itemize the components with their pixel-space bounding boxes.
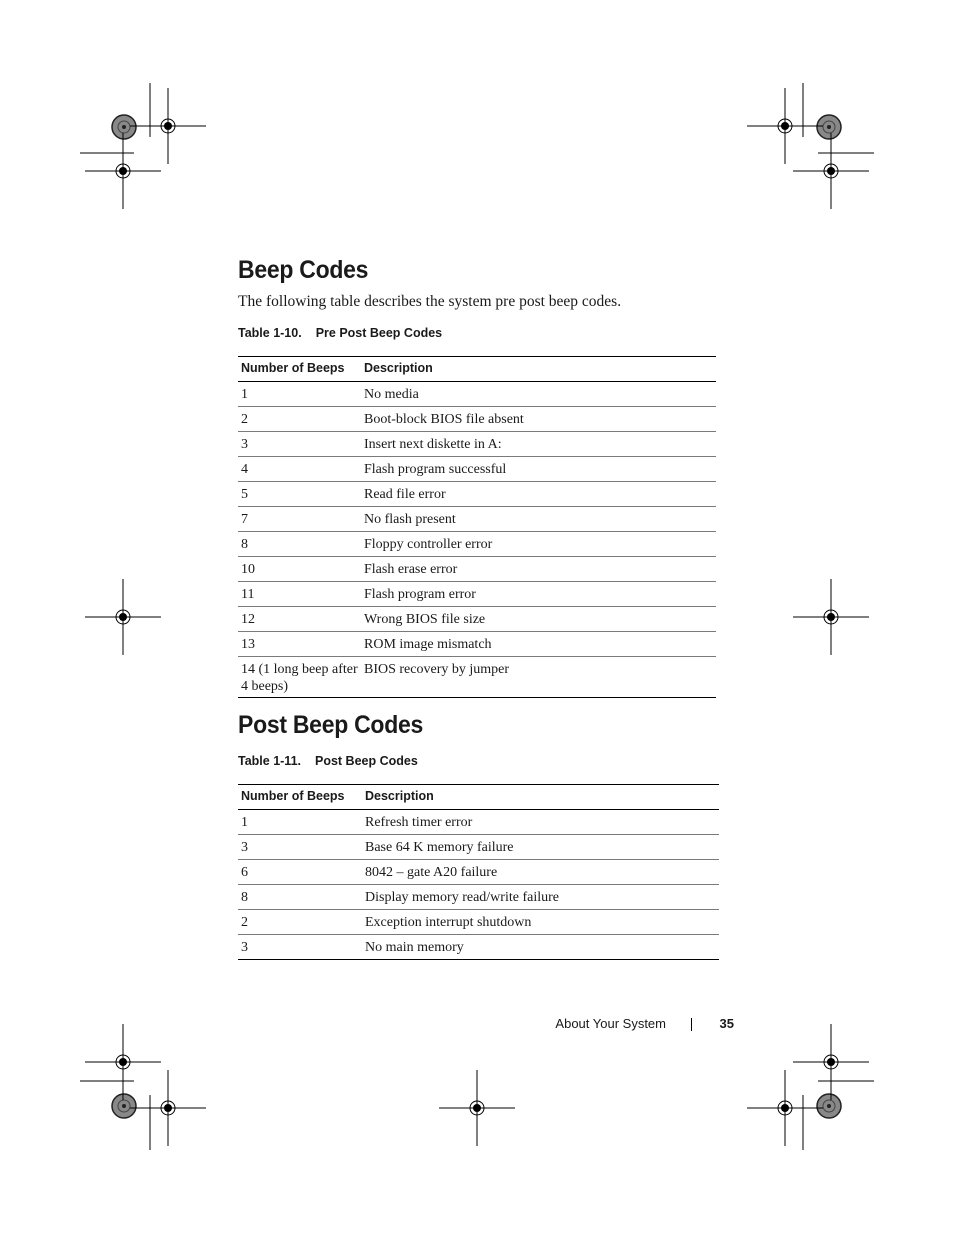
description-cell: Exception interrupt shutdown [362, 910, 719, 935]
description-cell: No media [361, 382, 716, 407]
page-content [238, 256, 738, 960]
table-title: Pre Post Beep Codes [315, 326, 443, 340]
table-caption-2 [238, 754, 738, 768]
column-header: Description [361, 357, 716, 382]
description-cell: 8042 – gate A20 failure [362, 860, 719, 885]
beep-count-cell: 11 [238, 582, 361, 607]
description-cell: Floppy controller error [361, 532, 716, 557]
beep-count-cell: 4 [238, 457, 361, 482]
beep-count-cell: 3 [238, 935, 362, 960]
table-row [238, 860, 719, 885]
table-row [238, 407, 716, 432]
column-header: Number of Beeps [238, 357, 361, 382]
post-beep-table [238, 784, 719, 960]
beep-count-cell: 6 [238, 860, 362, 885]
section-title-beep-codes: Beep Codes [238, 256, 369, 284]
beep-count-cell: 13 [238, 632, 361, 657]
table-row [238, 557, 716, 582]
table-row [238, 935, 719, 960]
table-row [238, 607, 716, 632]
beep-count-cell: 2 [238, 407, 361, 432]
beep-count-cell: 3 [238, 432, 361, 457]
description-cell: Base 64 K memory failure [362, 835, 719, 860]
beep-count-cell: 1 [238, 810, 362, 835]
description-cell: ROM image mismatch [361, 632, 716, 657]
beep-count-cell: 5 [238, 482, 361, 507]
description-cell: BIOS recovery by jumper [361, 657, 716, 698]
table-row [238, 582, 716, 607]
description-cell: Refresh timer error [362, 810, 719, 835]
table-row [238, 482, 716, 507]
table-label: Table 1-11. [238, 754, 301, 768]
table-label: Table 1-10. [238, 326, 302, 340]
description-cell: Flash program error [361, 582, 716, 607]
beep-count-cell: 7 [238, 507, 361, 532]
beep-count-cell: 1 [238, 382, 361, 407]
beep-count-cell: 14 (1 long beep after 4 beeps) [238, 657, 361, 698]
column-header: Description [362, 785, 719, 810]
description-cell: Display memory read/write failure [362, 885, 719, 910]
table-row [238, 910, 719, 935]
footer-section-name: About Your System [555, 1016, 666, 1031]
table-row [238, 657, 716, 698]
description-cell: Insert next diskette in A: [361, 432, 716, 457]
intro-paragraph: The following table describes the system pre post beep codes. [238, 293, 622, 310]
description-cell: No flash present [361, 507, 716, 532]
column-header: Number of Beeps [238, 785, 362, 810]
beep-count-cell: 3 [238, 835, 362, 860]
table-row [238, 532, 716, 557]
beep-count-cell: 8 [238, 885, 362, 910]
table-row [238, 632, 716, 657]
beep-count-cell: 8 [238, 532, 361, 557]
description-cell: Boot-block BIOS file absent [361, 407, 716, 432]
page-number: 35 [719, 1016, 734, 1031]
description-cell: Flash program successful [361, 457, 716, 482]
pre-post-beep-table [238, 356, 716, 698]
footer-separator [691, 1018, 692, 1031]
table-row [238, 382, 716, 407]
table-row [238, 457, 716, 482]
table-caption-1 [238, 326, 738, 340]
table-row [238, 835, 719, 860]
table-row [238, 885, 719, 910]
crop-lines-top [80, 83, 874, 153]
table-row [238, 432, 716, 457]
section-title-post-beep-codes: Post Beep Codes [238, 711, 424, 739]
description-cell: No main memory [362, 935, 719, 960]
beep-count-cell: 2 [238, 910, 362, 935]
beep-count-cell: 12 [238, 607, 361, 632]
description-cell: Wrong BIOS file size [361, 607, 716, 632]
table-row [238, 810, 719, 835]
beep-count-cell: 10 [238, 557, 361, 582]
description-cell: Flash erase error [361, 557, 716, 582]
description-cell: Read file error [361, 482, 716, 507]
table-title: Post Beep Codes [315, 754, 418, 768]
table-row [238, 507, 716, 532]
